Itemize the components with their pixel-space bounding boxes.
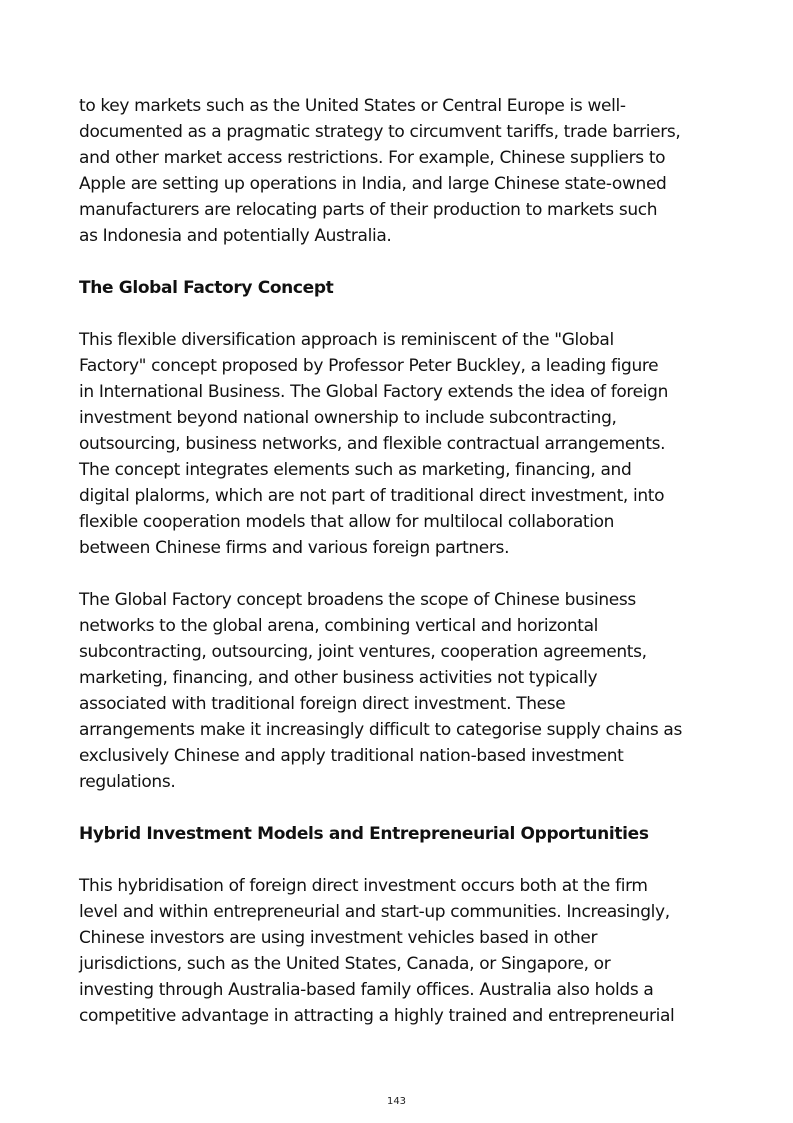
text-line: investing through Australia-based family offices. Australia also holds a [79, 980, 654, 1000]
text-line: arrangements make it increasingly difficult to categorise supply chains as [79, 720, 682, 740]
text-line: flexible cooperation models that allow for multilocal collaboration [79, 512, 615, 532]
page-number: 143 [386, 1096, 407, 1107]
text-line: networks to the global arena, combining vertical and horizontal [79, 616, 599, 636]
text-line: The Global Factory concept broadens the scope of Chinese business [79, 590, 636, 610]
text-line: regulations. [79, 772, 176, 792]
text-line: level and within entrepreneurial and start-up communities. Increasingly, [79, 902, 670, 922]
text-line: subcontracting, outsourcing, joint ventures, cooperation agreements, [79, 642, 647, 662]
text-line: associated with traditional foreign direct investment. These [79, 694, 566, 714]
text-line: digital plalorms, which are not part of traditional direct investment, into [79, 486, 665, 506]
text-line: outsourcing, business networks, and flexible contractual arrangements. [79, 434, 666, 454]
text-line: Chinese investors are using investment vehicles based in other [79, 928, 598, 948]
text-line: The concept integrates elements such as marketing, financing, and [79, 460, 632, 480]
text-line: jurisdictions, such as the United States, Canada, or Singapore, or [79, 954, 611, 974]
text-line: documented as a pragmatic strategy to circumvent tariffs, trade barriers, [79, 122, 681, 142]
text-line: investment beyond national ownership to include subcontracting, [79, 408, 617, 428]
text-line: marketing, financing, and other business activities not typically [79, 668, 598, 688]
paragraph-intro [79, 93, 719, 249]
text-line: This hybridisation of foreign direct investment occurs both at the firm [79, 876, 648, 896]
section-heading-global-factory: The Global Factory Concept [79, 278, 334, 298]
paragraph-hybrid-investment [79, 873, 719, 1029]
text-line: competitive advantage in attracting a highly trained and entrepreneurial [79, 1006, 675, 1026]
text-line: Factory" concept proposed by Professor Peter Buckley, a leading figure [79, 356, 659, 376]
document-body [79, 93, 719, 1055]
text-line: as Indonesia and potentially Australia. [79, 226, 392, 246]
text-line: exclusively Chinese and apply traditional nation-based investment [79, 746, 624, 766]
section-heading-hybrid-investment: Hybrid Investment Models and Entrepreneurial Opportunities [79, 824, 649, 844]
text-line: between Chinese firms and various foreign partners. [79, 538, 510, 558]
text-line: in International Business. The Global Factory extends the idea of foreign [79, 382, 668, 402]
paragraph-global-factory-scope [79, 587, 719, 795]
text-line: and other market access restrictions. For example, Chinese suppliers to [79, 148, 666, 168]
text-line: manufacturers are relocating parts of their production to markets such [79, 200, 658, 220]
text-line: Apple are setting up operations in India, and large Chinese state-owned [79, 174, 667, 194]
text-line: This flexible diversification approach is reminiscent of the "Global [79, 330, 614, 350]
text-line: to key markets such as the United States or Central Europe is well- [79, 96, 626, 116]
paragraph-global-factory-intro [79, 327, 719, 561]
